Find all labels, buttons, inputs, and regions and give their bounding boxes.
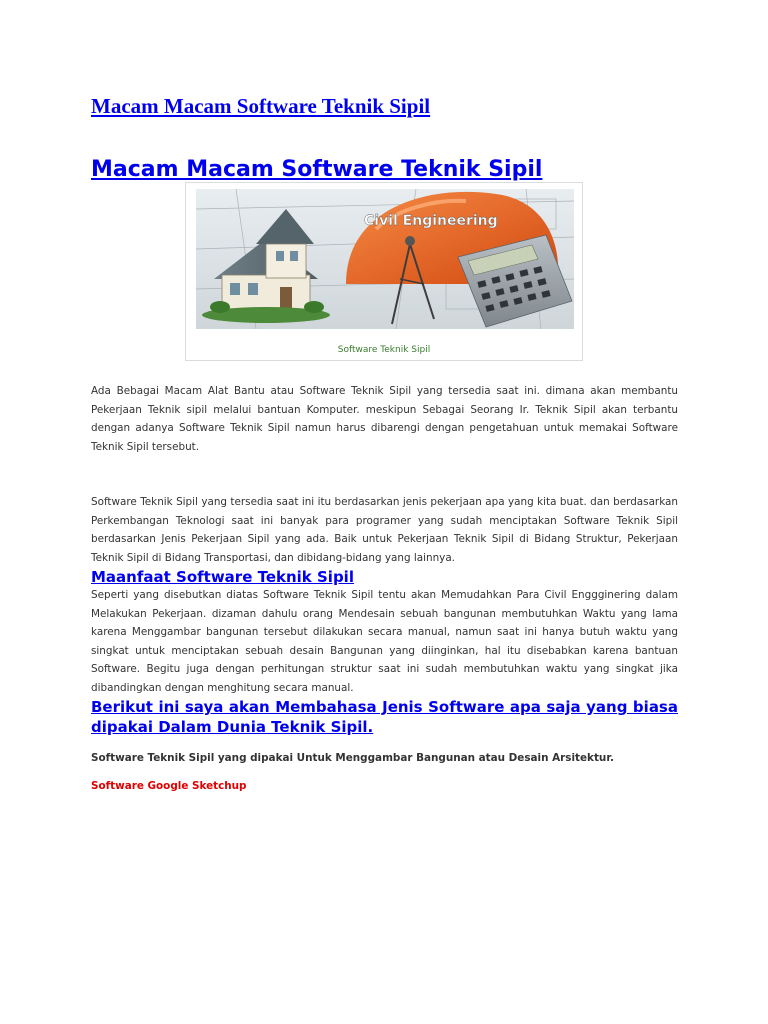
benefit-paragraph: Seperti yang disebutkan diatas Software Teknik Sipil tentu akan Memudahkan Para Civil Enggginering dalam Melakukan Pekerjaan. dizaman dahulu orang Mendesain sebuah bangunan membutuhkan Waktu yang lama karena Menggambar bangunan tersebut dilakukan secara manual, namun saat ini hanya butuh waktu yang singkat untuk menciptakan sebuah desain Bangunan yang diinginkan, hal itu disebabkan karena bantuan Software. Begitu juga dengan perhitungan struktur saat ini sudah membutuhkan waktu yang singkat jika dibandingkan dengan menghitung secara manual.: [91, 589, 678, 694]
heading-manfaat[interactable]: [91, 567, 354, 587]
heading-manfaat-link[interactable]: Maanfaat Software Teknik Sipil: [91, 568, 354, 586]
civil-engineering-illustration: [196, 189, 574, 329]
document-title-link[interactable]: Macam Macam Software Teknik Sipil: [91, 94, 431, 118]
figure-overlay-text: Civil Engineering: [364, 213, 498, 229]
figure: [185, 182, 583, 361]
heading-berikut[interactable]: [91, 697, 678, 737]
software-types-paragraph: Software Teknik Sipil yang tersedia saat ini itu berdasarkan jenis pekerjaan apa yang kita buat. dan berdasarkan Perkembangan Teknologi saat ini banyak para programer yang sudah menciptakan Software Teknik Sipil berdasarkan Jenis Pekerjaan Sipil yang ada. Baik untuk Pekerjaan Teknik Sipil di Bidang Struktur, Pekerjaan Teknik Sipil di Bidang Transportasi, dan dibidang-bidang yang lainnya.: [91, 496, 678, 564]
software-name-label: Software Google Sketchup: [91, 780, 247, 792]
heading-berikut-link[interactable]: Berikut ini saya akan Membahasa Jenis Software apa saja yang biasa dipakai Dalam Dunia Teknik Sipil.: [91, 698, 678, 736]
intro-paragraph: Ada Bebagai Macam Alat Bantu atau Software Teknik Sipil yang tersedia saat ini. dimana akan membantu Pekerjaan Teknik sipil melalui bantuan Komputer. meskipun Sebagai Seorang Ir. Teknik Sipil akan terbantu dengan adanya Software Teknik Sipil namun harus dibarengi dengan pengetahuan untuk memakai Software Teknik Sipil tersebut.: [91, 385, 678, 453]
figure-caption: Software Teknik Sipil: [337, 345, 431, 355]
post-title-link[interactable]: Macam Macam Software Teknik Sipil: [91, 157, 543, 182]
document-title[interactable]: [91, 92, 430, 120]
drawing-software-note: Software Teknik Sipil yang dipakai Untuk Menggambar Bangunan atau Desain Arsitektur.: [91, 752, 614, 764]
